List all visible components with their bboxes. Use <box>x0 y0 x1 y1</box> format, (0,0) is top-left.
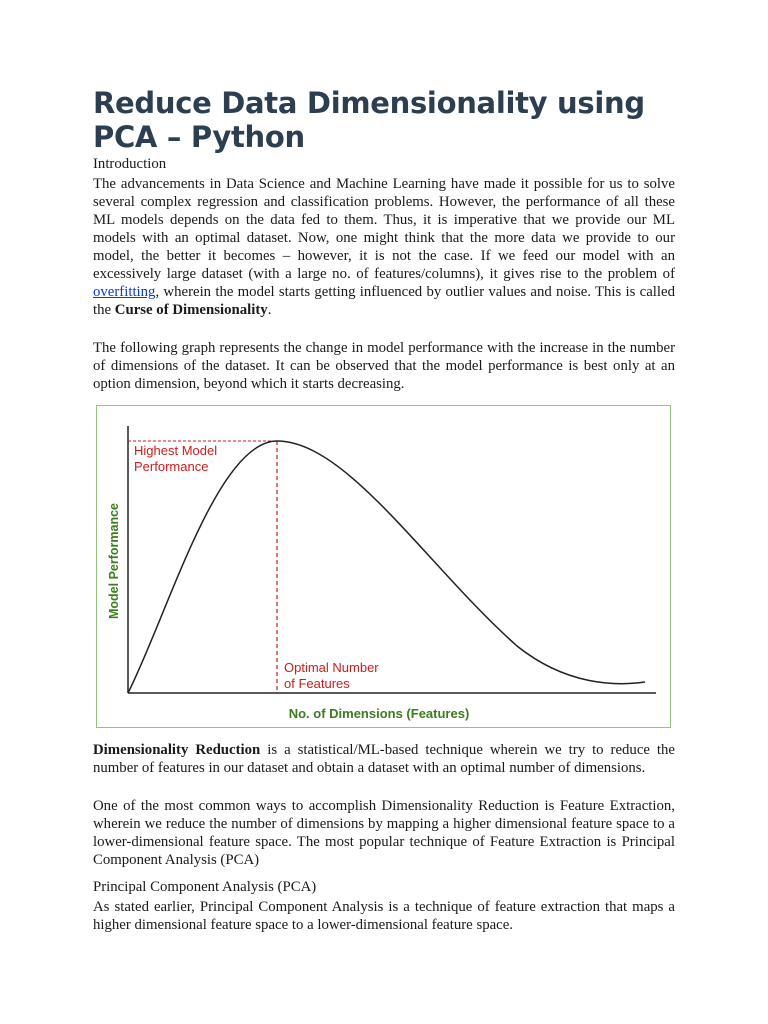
figure-svg <box>97 406 672 729</box>
dimensionality-reduction-paragraph <box>93 741 675 777</box>
intro-paragraph <box>93 175 675 319</box>
y-axis-label: Model Performance <box>107 502 121 620</box>
intro-text-end: . <box>267 302 272 318</box>
feature-extraction-paragraph: One of the most common ways to accomplish Dimensionality Reduction is Feature Extraction, wherein we reduce the number of dimensions by mapping a higher dimensional feature space to a lower-dimensional feature space. The most popular technique of Feature Extraction is Principal Component Analysis (PCA) <box>93 798 675 868</box>
peak-label-line2: Performance <box>134 459 209 474</box>
pca-heading: Principal Component Analysis (PCA) <box>93 879 317 895</box>
pca-paragraph: As stated earlier, Principal Component Analysis is a technique of feature extraction that maps a higher dimensional feature space to a lower-dimensional feature space. <box>93 899 675 933</box>
optimal-label-line1: Optimal Number <box>284 660 379 675</box>
x-axis-label: No. of Dimensions (Features) <box>288 706 470 721</box>
intro-text-1: The advancements in Data Science and Machine Learning have made it possible for us to solve several complex regression and classification problems. However, the performance of all these ML models depends on the data fed to them. Thus, it is imperative that we provide our ML models with an optimal dataset. Now, one might think that the more data we provide to our model, the better it becomes – however, it is not the case. If we feed our model with an excessively large dataset (with a large no. of features/columns), it gives rise to the problem of <box>93 176 675 282</box>
curse-of-dimensionality-term: Curse of Dimensionality <box>114 302 268 318</box>
dimensionality-reduction-term: Dimensionality Reduction <box>93 742 261 758</box>
performance-curve <box>128 441 645 693</box>
peak-label-line1: Highest Model <box>134 443 218 458</box>
optimal-label-line2: of Features <box>284 676 350 691</box>
intro-text-2: , wherein the model starts getting influenced by outlier values and noise. This is called the <box>93 284 675 318</box>
overfitting-link[interactable]: overfitting <box>93 284 156 300</box>
graph-intro-paragraph: The following graph represents the change in model performance with the increase in the number of dimensions of the dataset. It can be observed that the model performance is best only at an option dimension, beyond which it starts decreasing. <box>93 340 675 392</box>
page-title: Reduce Data Dimensionality using PCA – Python <box>93 86 645 154</box>
intro-heading: Introduction <box>93 156 167 172</box>
dimensionality-reduction-text: is a statistical/ML-based technique wherein we try to reduce the number of features in our dataset and obtain a dataset with an optimal number of dimensions. <box>93 742 675 776</box>
performance-vs-dimensions-figure <box>96 405 671 728</box>
